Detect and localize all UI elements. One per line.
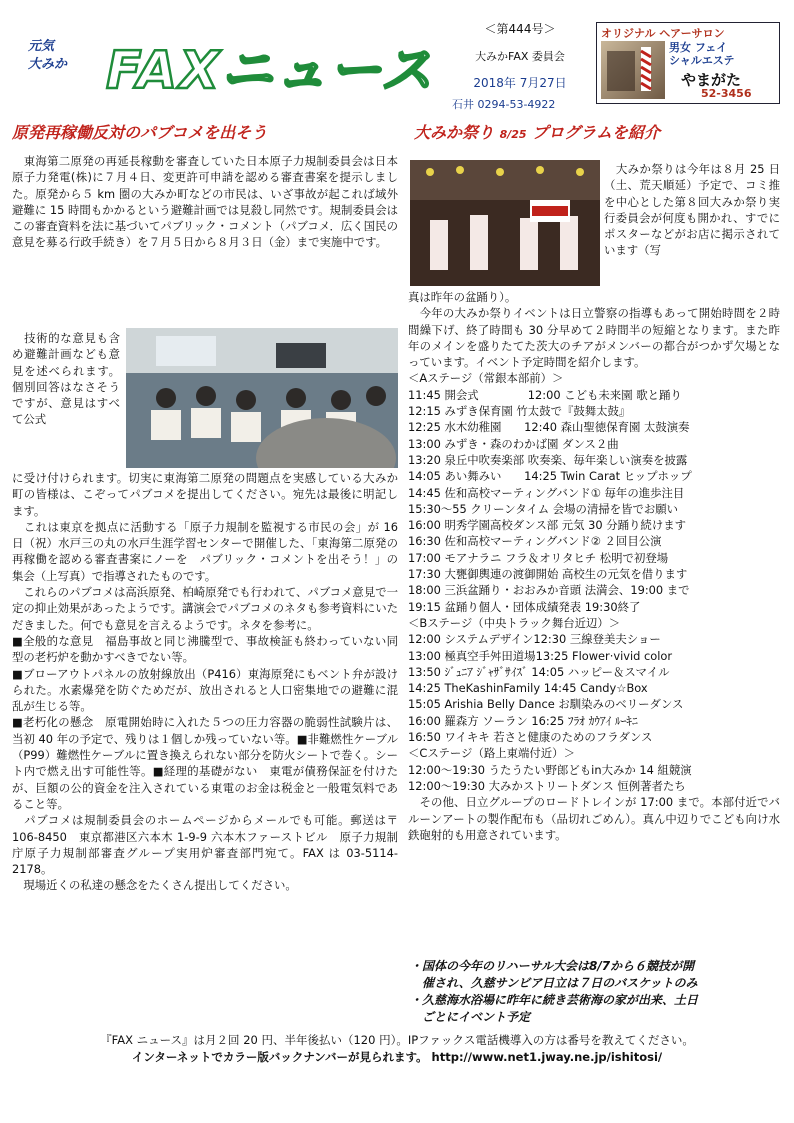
barber-pole-icon (601, 41, 665, 99)
paragraph: ■ブローアウトパネルの放射線放出（P416）東海原発にもベント弁が設けられた。水素爆発を防ぐためだが、放出されると人口密集地での避難に混乱が生じる等。 (12, 666, 398, 714)
program-line: 16:50 ワイキキ 若さと健康のためのフラダンス (408, 730, 653, 745)
meeting-photo (126, 328, 398, 468)
program-line: 12:00 システムデザイン12:30 三線登美夫ショー (408, 632, 661, 647)
ad-phone: 52-3456 (701, 87, 752, 100)
paragraph: 大みか祭りは今年は８月 25 日（土、荒天順延）予定で、コミ推を中心とした第８回大みか祭り実行委員会が何度も開かれ、すでにポスターなどがお店に掲示されています（写 (604, 162, 780, 258)
backnumber-link[interactable]: http://www.net1.jway.ne.jp/ishitosi/ (431, 1050, 663, 1064)
announcement-line: ごとにイベント予定 (410, 1010, 531, 1024)
ad-services: 男女 フェイ シャルエステ (669, 41, 735, 67)
paragraph: 現場近くの私達の懸念をたくさん提出してください。 (12, 878, 297, 893)
paragraph: 東海第二原発の再延長稼動を審査していた日本原子力規制委員会は日本原子力発電(株)に７月４日、変更許可申請を認める審査書案を提示しました。原発から５ km 圏の大みか町などの市民は、いざ事故が起これば域外避難に 15 時間もかかるという避難計画では見殺し同然です。規制委員会はこの審査資料を法に基づいてパブリック・コメント（パブコメ．広く国民の意見を募る行政手続き）を７月５日から８月３日（金）まで実施中です。 (12, 154, 398, 250)
paragraph: 技術的な意見も含め避難計画なども意見を述べられます。個別回答はなさそうですが、意見はすべて公式 (12, 331, 120, 427)
program-line: 18:00 三浜盆踊り・おおみか音頭 法満会、19:00 まで (408, 583, 690, 598)
program-line: 15:05 Arishia Belly Dance お馴染みのベリーダンス (408, 697, 684, 712)
program-line: 12:25 水木幼稚園 12:40 森山聖徳保育園 太鼓演奏 (408, 420, 690, 435)
program-line: 13:20 泉丘中吹奏楽部 吹奏楽、毎年楽しい演奏を披露 (408, 452, 688, 467)
program-line: 14:05 あい舞みい 14:25 Twin Carat ヒップホップ (408, 469, 692, 484)
paragraph: これは東京を拠点に活動する「原子力規制を監視する市民の会」が 16 日（祝）水戸三の丸の水戸生涯学習センターで開催した、「東海第二原発の再稼働を認める審査書案にノーを パブリック・コメントを出そう！」の集会（上写真）で指導されたものです。 (12, 519, 398, 583)
program-line: 13:00 極真空手舛田道場13:25 Flower·vivid color (408, 648, 673, 663)
masthead-omika: 大みか (28, 57, 68, 72)
left-article-body (12, 470, 398, 894)
paragraph: ■全般的な意見 福島事故と同じ沸騰型で、事故検証も終わっていない同型の老朽炉を動かすべきでない等。 (12, 633, 398, 665)
program-line: 14:25 TheKashinFamily 14:45 Candy☆Box (408, 681, 648, 696)
program-line: 16:00 明秀学園高校ダンス部 元気 30 分踊り続けます (408, 518, 686, 533)
program-line: 12:15 みずき保育園 竹太鼓で『鼓舞太鼓』 (408, 404, 631, 419)
ad-title: オリジナル ヘアーサロン (601, 27, 725, 40)
paragraph: 今年の大みか祭りイベントは日立警察の指導もあって開始時間を２時間繰下げ、終了時間も 30 分早めて２時間半の短縮となります。また昨年のメインを盛りたてた茨大のチアがメンバーの都合がつかず欠場となっています。イベント予定時間を紹介します。 (408, 306, 780, 370)
program-line: 16:30 佐和高校マーティングバンド② ２回目公演 (408, 534, 662, 549)
program-line: 19:15 盆踊り個人・団体成績発表 19:30終了 (408, 599, 641, 614)
footer-web: インターネットでカラー版バックナンバーが見られます。 http://www.net1.jway.ne.jp/ishitosi/ (131, 1050, 663, 1064)
program-line: ＜Bステージ（中央トラック舞台近辺）＞ (408, 615, 621, 630)
announcement-line: 催され、久慈サンビア日立は７日のバスケットのみ (410, 976, 698, 990)
program-line: 17:30 大甕御輿連の渡御開始 高校生の元気を借ります (408, 567, 688, 582)
masthead-genki: 元気 (28, 39, 55, 54)
footer-subscription: 『FAX ニュース』は月２回 20 円、半年後払い（120 円）。IPファックス電話機導入の方は番号を教えてください。 (100, 1033, 694, 1047)
committee-name: 大みかFAX 委員会 (475, 50, 565, 63)
program-line: 15:30～55 クリーンタイム 会場の清掃を皆でお願い (408, 501, 679, 516)
program-list (408, 370, 780, 794)
program-line: 12:00～19:30 うたうたい野郎どもin大みか 14 組競演 (408, 762, 692, 777)
program-line: 13:00 みずき・森のわかば園 ダンス２曲 (408, 436, 619, 451)
footer (12, 1032, 782, 1066)
hair-salon-ad (596, 22, 780, 104)
ad-shop-photo (601, 41, 665, 99)
announcement-line: ・久慈海水浴場に昨年に続き芸術海の家が出来、土日 (410, 993, 699, 1007)
paragraph: ■老朽化の懸念 原電開始時に入れた５つの圧力容器の脆弱性試験片は、当初 40 年の予定で、残りは１個しか残っていない等。■非難燃性ケーブル（P99）難燃性ケーブルに置き換えられない部分を防火シートで巻く。シート内で燃え出す可能性等。■経理的基礎がない 東電が債務保証を付けたが、巨額の公的資金を注入されている東電のお金は税金と一般電気料であること等。 (12, 715, 398, 811)
festival-photo (410, 160, 600, 286)
program-line: 12:00～19:30 大みかストリートダンス 恒例著者たち (408, 778, 686, 793)
masthead-subtitle (28, 38, 88, 74)
issue-number: ＜第444号＞ (484, 22, 556, 36)
program-line: 16:00 羅森方 ソーラン 16:25 ﾌﾗｵ ｶｳｱｲ ﾙｰｷﾆ (408, 713, 638, 728)
paragraph: に受け付けられます。切実に東海第二原発の問題点を実感している大みか町の皆様は、こぞってパブコメを提出してください。宛先は最後に明記します。 (12, 471, 398, 518)
fax-news-logo (100, 30, 440, 106)
svg-text:FAXニュース: FAXニュース (106, 41, 435, 101)
announcement-line: ・国体の今年のリハーサル大会は8/7から６競技が開 (410, 959, 695, 973)
issue-date: 2018年 7月27日 (473, 76, 567, 90)
left-article-wrap (12, 330, 120, 428)
left-article-intro (12, 153, 398, 251)
announcements (410, 958, 782, 1026)
paragraph: パブコメは規制委員会のホームページからメールでも可能。郵送は〒 106-8450 東京都港区六本木 1-9-9 六本木ファーストビル 原子力規制庁原子力規制部審査グループ実用炉審査部門宛て。FAX は 03-5114-2178。 (12, 813, 398, 877)
contact-phone: 石井 0294-53-4922 (452, 98, 556, 111)
paragraph: これらのパブコメは高浜原発、柏崎原発でも行われて、パブコメ意見で一定の抑止効果があったようです。講演会でパブコメのネタも参考資料にいただきました。何でも意見を言えるようです。ネタを参考に。 (12, 585, 398, 632)
program-line: 14:45 佐和高校マーティングバンド① 毎年の進歩注目 (408, 485, 685, 500)
program-line: ＜Aステージ（常銀本部前）＞ (408, 371, 564, 386)
right-article-body (408, 289, 780, 843)
headline-festival: 大みか祭り 8/25 プログラムを紹介 (414, 123, 660, 142)
paragraph: 真は昨年の盆踊り）。 (408, 290, 517, 304)
headline-pubcomment: 原発再稼働反対のパブコメを出そう (12, 123, 268, 142)
program-line: 13:50 ｼﾞｭﾆｱ ｼﾞｬｻﾞｻｲｽﾞ 14:05 ハッピー＆スマイル (408, 664, 670, 679)
program-line: 17:00 モアナラニ フラ＆オリタヒチ 松明で初登場 (408, 550, 669, 565)
ad-shop-name: やまがた (681, 71, 742, 89)
program-line: ＜Cステージ（路上東端付近）＞ (408, 746, 575, 761)
right-article-wrap (604, 161, 780, 259)
paragraph: その他、日立グループのロードトレインが 17:00 まで。本部付近でバルーンアートの製作配布も（品切れごめん）。真ん中辺りでこども向け水鉄砲射的も用意されています。 (408, 795, 780, 842)
program-line: 11:45 開会式 12:00 こども未来園 歌と踊り (408, 387, 682, 402)
